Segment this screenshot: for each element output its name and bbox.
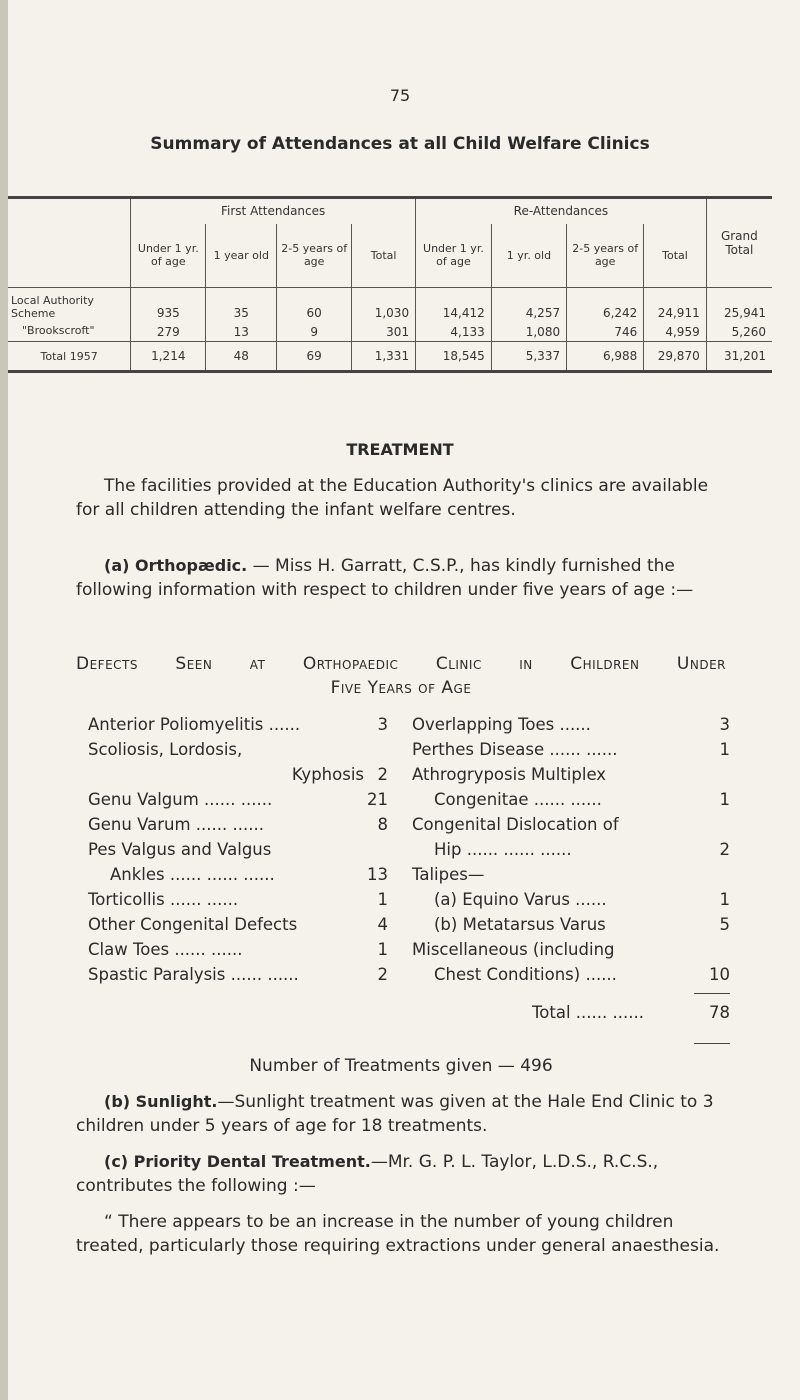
table-row	[8, 322, 772, 342]
orthopaedic-paragraph	[76, 554, 726, 602]
cell: 31,201	[706, 342, 772, 372]
total-row	[8, 342, 772, 372]
subheader: 2-5 years of age	[567, 224, 644, 288]
cell: 301	[352, 322, 416, 342]
dental-paragraph	[76, 1150, 726, 1198]
cell: 279	[131, 322, 206, 342]
subheader: Under 1 yr. of age	[131, 224, 206, 288]
list-item: Spastic Paralysis ...... ...... 2	[88, 965, 388, 984]
cell: 5,337	[491, 342, 566, 372]
cell: 29,870	[644, 342, 706, 372]
cell: 1,214	[131, 342, 206, 372]
orthopaedic-text: — Miss H. Garratt, C.S.P., has kindly furnished the following information with respect to children under five years of age :—	[76, 556, 694, 600]
list-item: Genu Varum ...... ...... 8	[88, 815, 388, 834]
cell: 4,133	[416, 322, 492, 342]
list-item: Kyphosis 2	[291, 765, 388, 784]
list-item: Talipes—	[412, 865, 485, 884]
cell: 24,911	[644, 288, 706, 323]
cell: 5,260	[706, 322, 772, 342]
table-title: Summary of Attendances at all Child Welfare Clinics	[150, 134, 650, 154]
row-label: Local Authority Scheme	[8, 288, 131, 323]
cell: 48	[206, 342, 277, 372]
list-item: Athrogryposis Multiplex	[412, 765, 607, 784]
cell: 4,257	[491, 288, 566, 323]
subheader: Total	[644, 224, 706, 288]
list-item: Perthes Disease ...... ...... 1	[412, 740, 730, 759]
total-rule-top	[694, 993, 730, 994]
page-edge-shadow	[0, 0, 8, 1400]
row-label: "Brookscroft"	[22, 324, 95, 337]
cell: 13	[206, 322, 277, 342]
list-item: Genu Valgum ...... ...... 21	[88, 790, 388, 809]
attendance-table	[8, 196, 772, 373]
defects-total-value: 78	[709, 1003, 730, 1022]
list-item: Other Congenital Defects 4	[88, 915, 388, 934]
orthopaedic-label: (a) Orthopædic.	[104, 556, 248, 575]
intro-paragraph: The facilities provided at the Education Authority's clinics are available for all children attending the infant welfare centres.	[76, 476, 709, 520]
total-rule-bottom	[694, 1043, 730, 1044]
sunlight-paragraph	[76, 1090, 726, 1138]
cell: 1,080	[491, 322, 566, 342]
subheader: 1 yr. old	[491, 224, 566, 288]
treatment-heading: TREATMENT	[346, 440, 454, 459]
subheader: Under 1 yr. of age	[416, 224, 492, 288]
defects-total-label: Total ...... ......	[532, 1003, 644, 1022]
defects-heading-line-1: Defects Seen at Orthopaedic Clinic in Children Under	[76, 654, 726, 674]
table-row	[8, 288, 772, 323]
cell: 6,988	[567, 342, 644, 372]
list-item: Miscellaneous (including	[412, 940, 615, 959]
list-item: Torticollis ...... ...... 1	[88, 890, 388, 909]
subheader: 2-5 years of age	[277, 224, 352, 288]
dental-text: —Mr. G. P. L. Taylor, L.D.S., R.C.S., contributes the following :—	[76, 1152, 659, 1196]
list-item: Claw Toes ...... ...... 1	[88, 940, 388, 959]
defects-heading	[76, 652, 726, 700]
list-item: Pes Valgus and Valgus	[88, 840, 272, 859]
cell: 9	[277, 322, 352, 342]
sunlight-text: —Sunlight treatment was given at the Hale End Clinic to 3 children under 5 years of age for 18 treatments.	[76, 1092, 714, 1136]
defects-total	[412, 1000, 730, 1025]
list-item: Congenital Dislocation of	[412, 815, 619, 834]
list-item: Hip ...... ...... ...... 2	[434, 840, 730, 859]
defects-left-column	[88, 712, 388, 987]
cell: 1,030	[352, 288, 416, 323]
list-item: (a) Equino Varus ...... 1	[434, 890, 730, 909]
list-item: Overlapping Toes ...... 3	[412, 715, 730, 734]
dental-quote: “ There appears to be an increase in the number of young children treated, particularly those requiring extractions under general anaesthesia.	[76, 1212, 720, 1256]
list-item: (b) Metatarsus Varus 5	[434, 915, 730, 934]
cell: 746	[567, 322, 644, 342]
cell: 935	[131, 288, 206, 323]
row-label: Total 1957	[8, 342, 131, 372]
cell: 18,545	[416, 342, 492, 372]
group-header-first: First Attendances	[131, 198, 416, 224]
cell: 35	[206, 288, 277, 323]
dental-label: (c) Priority Dental Treatment.	[104, 1152, 371, 1171]
list-item: Scoliosis, Lordosis,	[88, 740, 243, 759]
treatments-count: Number of Treatments given — 496	[249, 1056, 553, 1076]
cell: 69	[277, 342, 352, 372]
grand-total-header: Grand Total	[706, 198, 772, 288]
group-header-re: Re-Attendances	[416, 198, 707, 224]
defects-right-column	[412, 712, 730, 987]
sunlight-label: (b) Sunlight.	[104, 1092, 218, 1111]
list-item: Ankles ...... ...... ...... 13	[110, 865, 388, 884]
defects-heading-line-2: Five Years of Age	[330, 678, 472, 698]
subheader: 1 year old	[206, 224, 277, 288]
cell: 4,959	[644, 322, 706, 342]
list-item: Congenitae ...... ...... 1	[434, 790, 730, 809]
page-number: 75	[389, 86, 411, 105]
cell: 60	[277, 288, 352, 323]
cell: 6,242	[567, 288, 644, 323]
list-item: Anterior Poliomyelitis ...... 3	[88, 715, 388, 734]
table-corner	[8, 198, 131, 288]
cell: 25,941	[706, 288, 772, 323]
subheader: Total	[352, 224, 416, 288]
cell: 1,331	[352, 342, 416, 372]
list-item: Chest Conditions) ...... 10	[434, 965, 730, 984]
cell: 14,412	[416, 288, 492, 323]
